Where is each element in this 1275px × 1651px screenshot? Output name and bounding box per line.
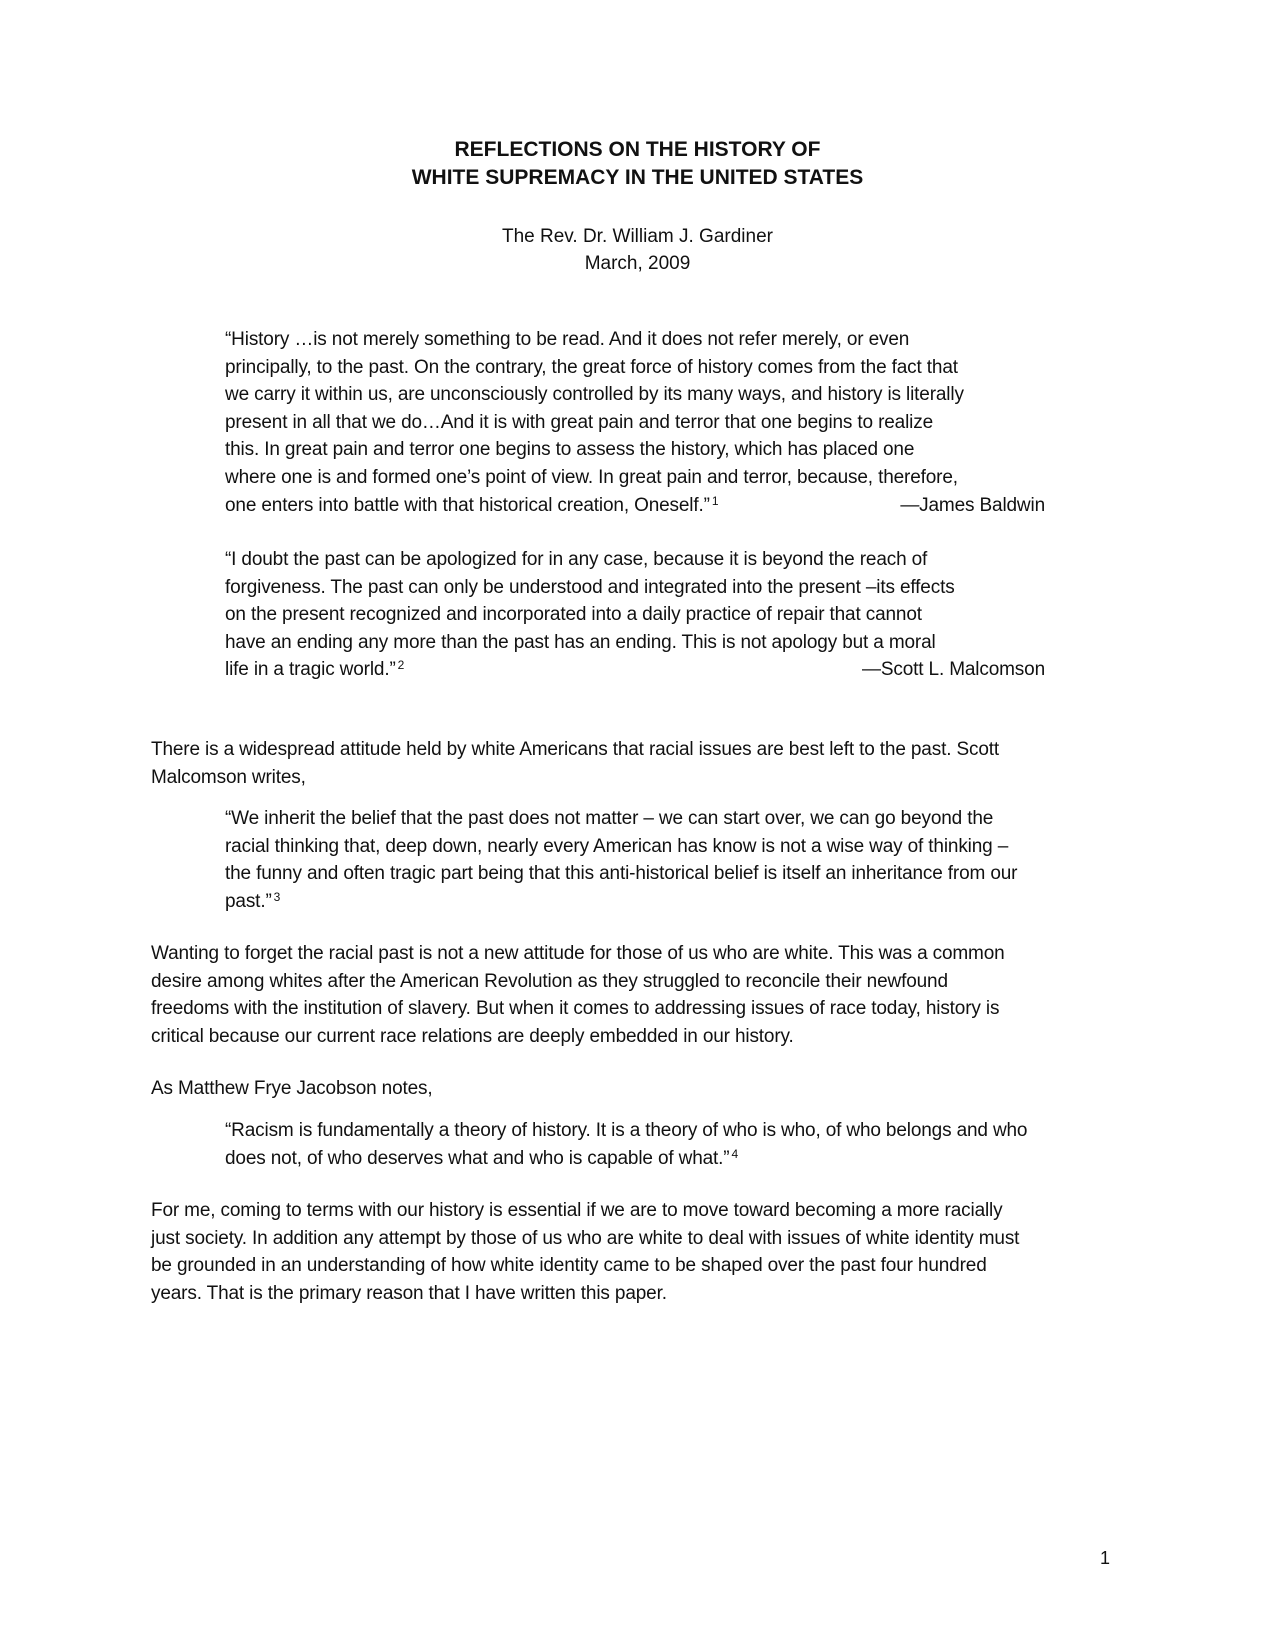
- quote-last-line: [225, 888, 1125, 916]
- title-line-2: WHITE SUPREMACY IN THE UNITED STATES: [411, 166, 864, 189]
- footnote-marker: 4: [731, 1146, 738, 1161]
- epigraph-line: have an ending any more than the past has an ending. This is not apology but a moral: [225, 631, 936, 653]
- footnote-marker: 2: [397, 658, 405, 673]
- epigraph-line: we carry it within us, are unconsciously controlled by its many ways, and history is literally: [225, 384, 964, 406]
- paragraph-line: freedoms with the institution of slavery. But when it comes to addressing issues of race today, history is: [151, 998, 1000, 1020]
- paragraph-line: just society. In addition any attempt by those of us who are white to deal with issues of white identity must: [151, 1227, 1020, 1249]
- paragraph-line: desire among whites after the American Revolution as they struggled to reconcile their newfound: [151, 970, 948, 992]
- epigraph-line: “History …is not merely something to be read. And it does not refer merely, or even: [225, 329, 910, 350]
- epigraph-baldwin: [225, 326, 1045, 519]
- paragraph-line: There is a widespread attitude held by white Americans that racial issues are best left to the past. Scott: [151, 739, 999, 760]
- paragraph-line: As Matthew Frye Jacobson notes,: [151, 1078, 433, 1099]
- paragraph-line: critical because our current race relations are deeply embedded in our history.: [151, 1025, 794, 1047]
- page-number: 1: [1100, 1548, 1111, 1568]
- epigraph-line: on the present recognized and incorporated into a daily practice of repair that cannot: [225, 604, 922, 626]
- epigraph-last-line: [225, 492, 1045, 520]
- block-quote-jacobson: [225, 1117, 1125, 1172]
- epigraph-attribution: ―Scott L. Malcomson: [862, 659, 1045, 681]
- epigraph-line: present in all that we do…And it is with great pain and terror that one begins to realize: [225, 411, 934, 433]
- epigraph-malcomson: [225, 546, 1045, 684]
- epigraph-line: this. In great pain and terror one begins to assess the history, which has placed one: [225, 439, 915, 461]
- paragraph-line: Malcomson writes,: [151, 766, 306, 788]
- epigraph-last-line: [225, 656, 1045, 684]
- epigraph-line: forgiveness. The past can only be understood and integrated into the present –its effects: [225, 576, 955, 598]
- body-paragraph: [151, 1075, 1111, 1103]
- footnote-marker: 3: [273, 889, 281, 904]
- quote-last-line: [225, 1145, 1125, 1173]
- footnote-marker: 1: [711, 493, 719, 508]
- epigraph-line: life in a tragic world.”: [225, 659, 396, 681]
- document-title: [0, 136, 1275, 192]
- body-paragraph: [151, 1197, 1111, 1307]
- body-paragraph: [151, 736, 1111, 791]
- publication-date: March, 2009: [584, 253, 691, 274]
- quote-line: does not, of who deserves what and who is capable of what.”: [225, 1147, 730, 1169]
- author-name: The Rev. Dr. William J. Gardiner: [502, 226, 773, 247]
- epigraph-line: principally, to the past. On the contrary, the great force of history comes from the fact that: [225, 356, 958, 378]
- paragraph-line: Wanting to forget the racial past is not a new attitude for those of us who are white. This was a common: [151, 943, 1005, 964]
- quote-line: “Racism is fundamentally a theory of history. It is a theory of who is who, of who belongs and who: [225, 1120, 1028, 1141]
- epigraph-line: one enters into battle with that historical creation, Oneself.”: [225, 494, 710, 516]
- paragraph-line: For me, coming to terms with our history is essential if we are to move toward becoming a more racially: [151, 1200, 1003, 1221]
- epigraph-attribution: —James Baldwin: [900, 494, 1045, 516]
- body-paragraph: [151, 940, 1111, 1050]
- epigraph-line: “I doubt the past can be apologized for in any case, because it is beyond the reach of: [225, 549, 928, 570]
- epigraph-line: where one is and formed one’s point of view. In great pain and terror, because, therefore,: [225, 466, 958, 488]
- quote-line: past.”: [225, 890, 272, 912]
- quote-line: the funny and often tragic part being that this anti-historical belief is itself an inheritance from our: [225, 863, 1018, 885]
- block-quote-malcomson: [225, 805, 1125, 915]
- paragraph-line: years. That is the primary reason that I have written this paper.: [151, 1282, 667, 1304]
- paragraph-line: be grounded in an understanding of how white identity came to be shaped over the past four hundred: [151, 1255, 987, 1277]
- byline: [0, 223, 1275, 277]
- quote-line: “We inherit the belief that the past does not matter – we can start over, we can go beyond the: [225, 808, 994, 829]
- title-line-1: REFLECTIONS ON THE HISTORY OF: [454, 138, 821, 161]
- quote-line: racial thinking that, deep down, nearly every American has know is not a wise way of thinking –: [225, 835, 1009, 857]
